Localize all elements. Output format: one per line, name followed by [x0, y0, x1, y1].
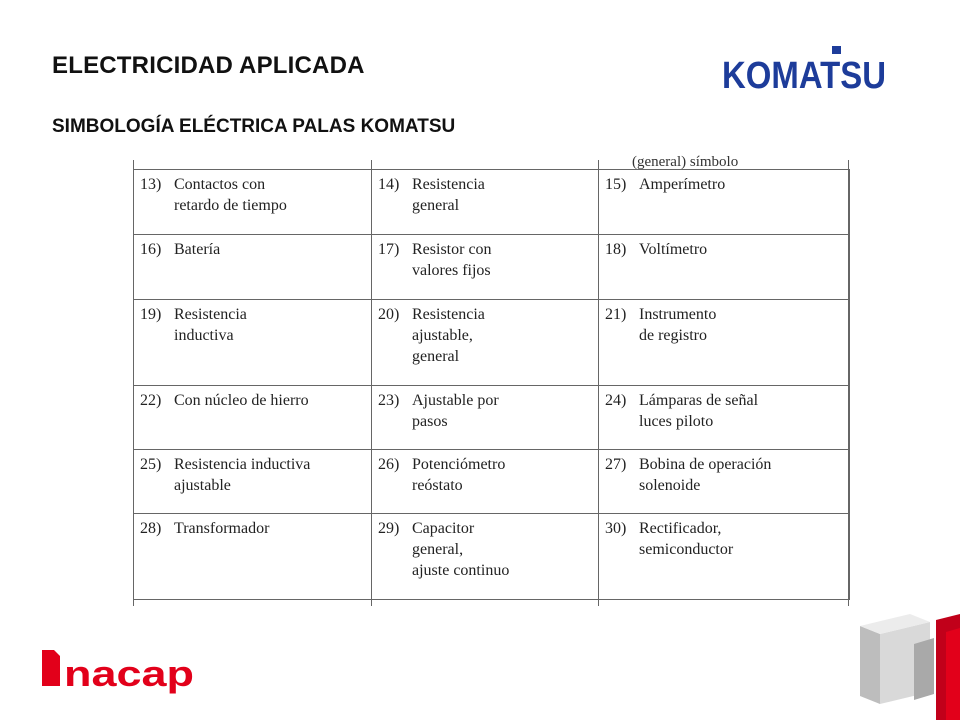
item-number: 26): [378, 456, 400, 473]
table-cell: [372, 450, 599, 514]
item-number: 20): [378, 306, 400, 323]
item-number: 28): [140, 520, 162, 537]
table-row: [134, 170, 850, 235]
table-cell: [372, 300, 599, 386]
item-number: 14): [378, 176, 400, 193]
item-label: Potenciómetro reóstato: [412, 456, 506, 494]
item-label: Transformador: [174, 520, 270, 537]
table-row: [134, 450, 850, 514]
table-cell: [372, 235, 599, 300]
item-number: 19): [140, 306, 162, 323]
table-cell: [599, 386, 850, 450]
table-cell: [599, 170, 850, 235]
table-cell: [134, 514, 372, 600]
item-label: Resistencia inductiva: [174, 306, 247, 344]
item-number: 16): [140, 241, 162, 258]
inacap-logo: [40, 648, 200, 694]
item-number: 30): [605, 520, 627, 537]
item-label: Resistencia general: [412, 176, 485, 214]
decorative-blocks: [850, 614, 960, 720]
table-cell: [134, 386, 372, 450]
table-cell: [599, 235, 850, 300]
item-number: 21): [605, 306, 627, 323]
table-cut-off-text: (general) símbolo: [632, 154, 739, 170]
svg-text:nacap: nacap: [64, 653, 194, 694]
table-cell: [134, 170, 372, 235]
table-cell: [372, 170, 599, 235]
table-row: [134, 386, 850, 450]
item-label: Resistor con valores fijos: [412, 241, 492, 279]
page-title: ELECTRICIDAD APLICADA: [52, 52, 365, 79]
symbol-grid: [133, 169, 850, 600]
item-number: 27): [605, 456, 627, 473]
item-label: Ajustable por pasos: [412, 392, 499, 430]
item-number: 23): [378, 392, 400, 409]
table-row: [134, 514, 850, 600]
item-number: 18): [605, 241, 627, 258]
svg-text:KOMATSU: KOMATSU: [722, 55, 886, 97]
item-number: 25): [140, 456, 162, 473]
symbol-table: [133, 154, 849, 606]
table-row: [134, 300, 850, 386]
item-number: 15): [605, 176, 627, 193]
item-label: Lámparas de señal luces piloto: [639, 392, 759, 430]
item-number: 13): [140, 176, 162, 193]
item-label: Rectificador, semiconductor: [639, 520, 734, 558]
item-label: Resistencia ajustable, general: [412, 306, 485, 365]
item-label: Capacitor general, ajuste continuo: [412, 520, 510, 579]
item-label: Con núcleo de hierro: [174, 392, 309, 409]
table-cell: [372, 386, 599, 450]
item-label: Voltímetro: [639, 241, 708, 258]
item-label: Instrumento de registro: [639, 306, 717, 344]
item-label: Batería: [174, 241, 221, 258]
item-number: 29): [378, 520, 400, 537]
table-cell: [599, 450, 850, 514]
page-subtitle: SIMBOLOGÍA ELÉCTRICA PALAS KOMATSU: [52, 116, 456, 137]
item-number: 17): [378, 241, 400, 258]
table-cell: [134, 450, 372, 514]
item-label: Amperímetro: [639, 176, 726, 193]
table-cell: [134, 235, 372, 300]
table-cell: [134, 300, 372, 386]
komatsu-logo: [720, 44, 890, 97]
item-label: Resistencia inductiva ajustable: [174, 456, 311, 494]
item-number: 24): [605, 392, 627, 409]
item-number: 22): [140, 392, 162, 409]
item-label: Bobina de operación solenoide: [639, 456, 772, 494]
table-row: [134, 235, 850, 300]
item-label: Contactos con retardo de tiempo: [174, 176, 287, 214]
table-cell: [599, 300, 850, 386]
table-cell: [599, 514, 850, 600]
table-cell: [372, 514, 599, 600]
